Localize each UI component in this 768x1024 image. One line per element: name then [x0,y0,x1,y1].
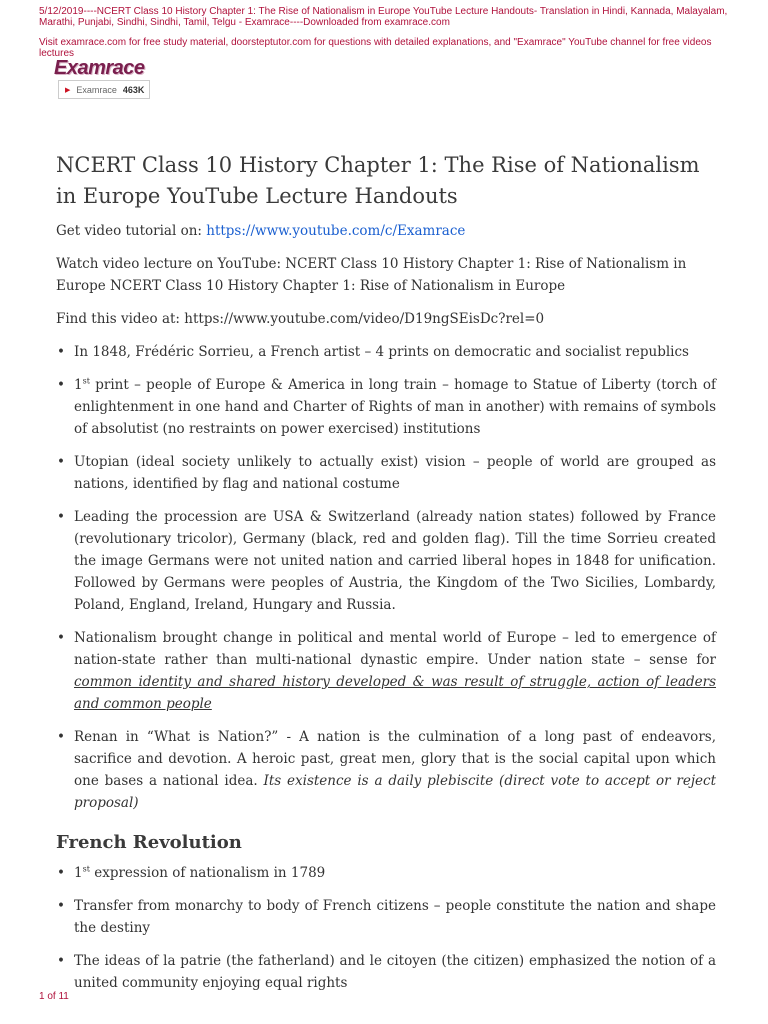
badge-channel-name: Examrace [76,84,117,95]
header-visit-line: Visit examrace.com for free study material, doorsteptutor.com for questions with detailed explanations, and "Examrace" YouTube channel for free videos lectures [39,37,712,59]
list-item: • Renan in “What is Nation?” - A nation is the culmination of a long past of endeavors, sacrifice and devotion. A heroic past, great men, glory that is the social capital upon which one bases a national idea. Its existence is a daily plebiscite (direct vote to accept or reject proposal) [56,726,716,814]
find-video-line: Find this video at: https://www.youtube.com/video/D19ngSEisDc?rel=0 [56,311,545,327]
youtube-subscribe-badge[interactable] [58,80,150,99]
emphasized-text: common identity and shared history developed & was result of struggle, action of leaders and common people [74,674,716,712]
section-heading-french-revolution: French Revolution [56,832,242,853]
page-number: 1 of 11 [39,991,69,1002]
play-icon: ▶ [65,86,71,94]
ordinal-suffix: st [82,376,90,386]
list-item: • Transfer from monarchy to body of French citizens – people constitute the nation and shape the destiny [56,895,716,939]
emphasized-text: Its existence is a daily plebiscite (direct vote to accept or reject proposal) [74,773,716,811]
video-tutorial-line [56,220,716,242]
list-item: • Utopian (ideal society unlikely to actually exist) vision – people of world are grouped as nations, identified by flag and national costume [56,451,716,495]
examrace-logo[interactable] [54,57,145,95]
page-header [39,6,729,59]
list-item: • The ideas of la patrie (the fatherland) and le citoyen (the citizen) emphasized the notion of a united community enjoying equal rights [56,950,716,994]
youtube-channel-link[interactable]: https://www.youtube.com/c/Examrace [206,223,466,239]
list-item: • Leading the procession are USA & Switzerland (already nation states) followed by France (revolutionary tricolor), Germany (black, red and golden flag). Till the time Sorrieu created the image Germans were not united nation and carried liberal hopes in 1848 for unification. Followed by Germans were peoples of Austria, the Kingdom of the Two Sicilies, Lombardy, Poland, England, Ireland, Hungary and Russia. [56,506,716,616]
list-item: • Nationalism brought change in political and mental world of Europe – led to emergence of nation-state rather than multi-national dynastic empire. Under nation state – sense for common identity and shared history developed & was result of struggle, action of leaders and common people [56,627,716,715]
header-download-line: 5/12/2019----NCERT Class 10 History Chapter 1: The Rise of Nationalism in Europe YouTube Lecture Handouts- Translation in Hindi, Kannada, Malayalam, Marathi, Punjabi, Sindhi, Sindhi, Tamil, Telgu - Examrace----Downloaded from examrace.com [39,6,728,28]
intro-bullet-list [56,341,716,814]
list-item: • 1st print – people of Europe & America in long train – homage to Statue of Liberty (torch of enlightenment in one hand and Charter of Rights of man in another) with remains of symbols of absolutist (no restraints on power exercised) institutions [56,374,716,440]
french-revolution-list [56,862,716,994]
ordinal-suffix: st [82,864,90,874]
logo-text: Examrace [54,57,145,79]
badge-subscriber-count: 463K [122,84,145,95]
watch-video-line: Watch video lecture on YouTube: NCERT Class 10 History Chapter 1: Rise of Nationalism in Europe NCERT Class 10 History Chapter 1: Rise of Nationalism in Europe [56,256,687,294]
list-item: • 1st expression of nationalism in 1789 [56,862,716,884]
document-body [56,220,716,1005]
video-tutorial-prefix: Get video tutorial on: [56,223,207,239]
page-title: NCERT Class 10 History Chapter 1: The Rise of Nationalism in Europe YouTube Lecture Handouts [56,153,700,208]
list-item: • In 1848, Frédéric Sorrieu, a French artist – 4 prints on democratic and socialist republics [56,341,716,363]
